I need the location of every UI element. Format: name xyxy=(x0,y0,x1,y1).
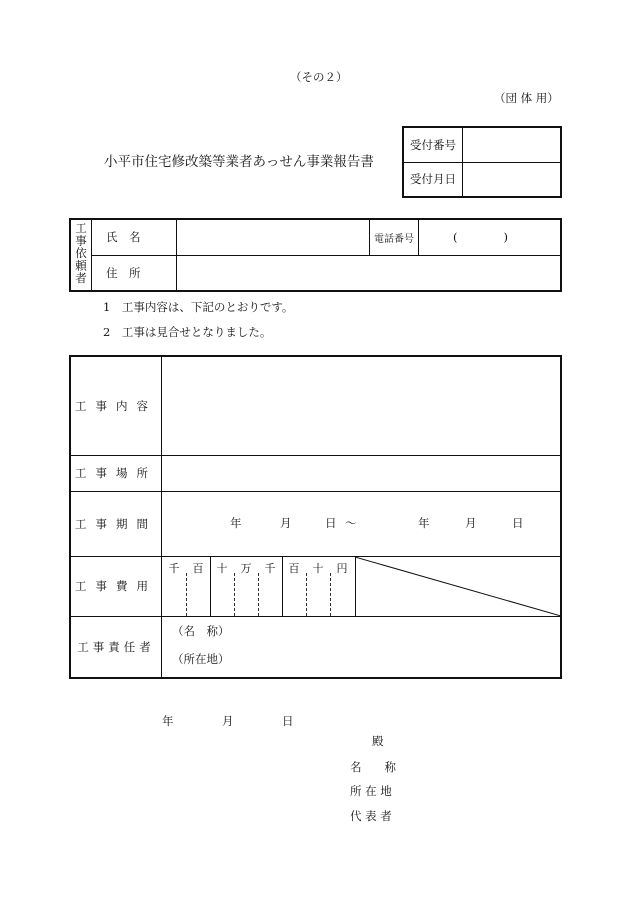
work-location-field[interactable] xyxy=(162,455,562,491)
cost-unit-6: 百 xyxy=(288,561,300,575)
period-end-year: 年 xyxy=(418,515,430,530)
cost-divider xyxy=(186,573,187,616)
form-title: 小平市住宅修改築等業者あっせん事業報告書 xyxy=(104,154,374,170)
cost-divider xyxy=(234,573,235,616)
period-start-year: 年 xyxy=(230,515,242,530)
client-phone-label: 電話番号 xyxy=(370,219,419,255)
footer-name-label: 名 称 xyxy=(350,760,396,774)
cost-unit-8: 円 xyxy=(336,561,348,575)
page-number: （その２） xyxy=(290,70,348,84)
cost-diagonal-line xyxy=(355,557,561,616)
cost-divider xyxy=(282,557,283,616)
client-name-label: 氏 名 xyxy=(92,219,177,255)
period-end-month: 月 xyxy=(465,515,477,530)
cost-unit-4: 万 xyxy=(240,561,252,575)
footer-year: 年 xyxy=(162,714,174,728)
work-period-label: 工事期間 xyxy=(70,491,162,556)
client-address-label: 住 所 xyxy=(92,255,177,291)
cost-divider xyxy=(210,557,211,616)
cost-divider xyxy=(258,573,259,616)
addressee-suffix: 殿 xyxy=(372,734,384,748)
note-1: 1 工事内容は、下記のとおりです。 xyxy=(103,300,294,314)
work-period-field[interactable] xyxy=(162,491,562,556)
period-start-day: 日 xyxy=(325,515,337,530)
note-2: 2 工事は見合せとなりました。 xyxy=(103,325,272,339)
footer-day: 日 xyxy=(282,714,294,728)
period-start-month: 月 xyxy=(280,515,292,530)
work-content-label: 工事内容 xyxy=(70,356,162,455)
work-manager-field[interactable] xyxy=(162,616,562,678)
receipt-date-field[interactable] xyxy=(463,162,562,197)
work-location-label: 工事場所 xyxy=(70,455,162,491)
client-phone-field[interactable]: ( ) xyxy=(419,219,562,255)
period-end-day: 日 xyxy=(512,515,524,530)
cost-divider xyxy=(330,573,331,616)
manager-name-label: （名 称） xyxy=(172,623,230,638)
manager-address-label: （所在地） xyxy=(172,651,230,666)
client-section-label: 工事依頼者 xyxy=(70,219,92,291)
footer-address-label: 所 在 地 xyxy=(350,784,392,798)
cost-divider xyxy=(306,573,307,616)
client-table xyxy=(69,218,562,292)
work-content-field[interactable] xyxy=(162,356,562,455)
client-address-field[interactable] xyxy=(177,255,562,291)
receipt-number-field[interactable] xyxy=(463,127,562,162)
cost-unit-2: 百 xyxy=(192,561,204,575)
work-cost-field[interactable] xyxy=(162,556,562,616)
work-table xyxy=(69,355,562,679)
footer-representative-label: 代 表 者 xyxy=(350,809,392,823)
form-type-label: （団 体 用） xyxy=(494,91,559,105)
period-tilde: 〜 xyxy=(345,515,357,530)
receipt-box xyxy=(402,126,562,198)
receipt-number-label: 受付番号 xyxy=(403,127,463,162)
cost-unit-5: 千 xyxy=(264,561,276,575)
cost-unit-1: 千 xyxy=(168,561,180,575)
receipt-date-label: 受付月日 xyxy=(403,162,463,197)
work-cost-label: 工事費用 xyxy=(70,556,162,616)
client-name-field[interactable] xyxy=(177,219,370,255)
cost-unit-3: 十 xyxy=(216,561,228,575)
footer-month: 月 xyxy=(222,714,234,728)
cost-unit-7: 十 xyxy=(312,561,324,575)
work-manager-label: 工事責任者 xyxy=(70,616,162,678)
